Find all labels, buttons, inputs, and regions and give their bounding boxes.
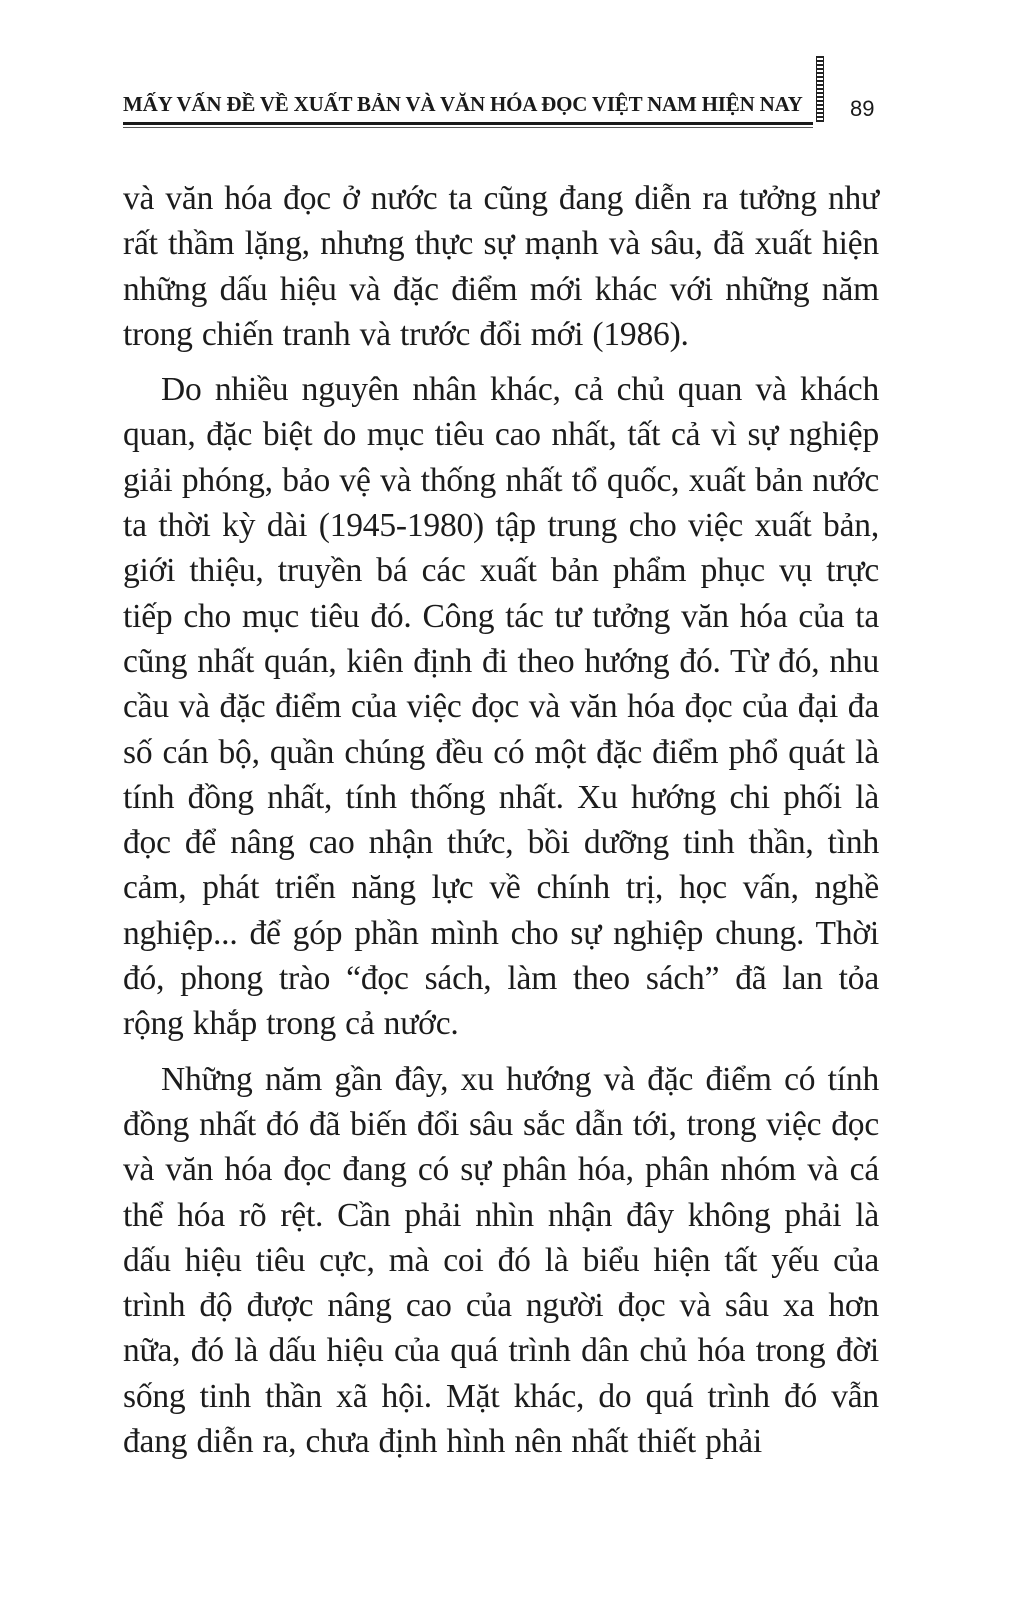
- paragraph-continued: và văn hóa đọc ở nước ta cũng đang diễn ra tưởng như rất thầm lặng, nhưng thực sự mạnh và sâu, đã xuất hiện những dấu hiệu và đặc điểm mới khác với những năm trong chiến tranh và trước đổi mới (1986).: [123, 180, 879, 353]
- header-rule-thin: [123, 127, 813, 128]
- page-number: 89: [850, 96, 875, 121]
- body-text: [123, 176, 879, 1474]
- header-rule: [123, 122, 813, 125]
- running-header: [123, 86, 823, 130]
- paragraph: Do nhiều nguyên nhân khác, cả chủ quan và khách quan, đặc biệt do mục tiêu cao nhất, tất cả vì sự nghiệp giải phóng, bảo vệ và thống nhất tổ quốc, xuất bản nước ta thời kỳ dài (1945-1980) tập trung cho việc xuất bản, giới thiệu, truyền bá các xuất bản phẩm phục vụ trực tiếp cho mục tiêu đó. Công tác tư tưởng văn hóa của ta cũng nhất quán, kiên định đi theo hướng đó. Từ đó, nhu cầu và đặc điểm của việc đọc và văn hóa đọc của đại đa số cán bộ, quần chúng đều có một đặc điểm phổ quát là tính đồng nhất, tính thống nhất. Xu hướng chi phối là đọc để nâng cao nhận thức, bồi dưỡng tinh thần, tình cảm, phát triển năng lực về chính trị, học vấn, nghề nghiệp... để góp phần mình cho sự nghiệp chung. Thời đó, phong trào “đọc sách, làm theo sách” đã lan tỏa rộng khắp trong cả nước.: [123, 371, 879, 1043]
- paragraph: Những năm gần đây, xu hướng và đặc điểm có tính đồng nhất đó đã biến đổi sâu sắc dẫn tới, trong việc đọc và văn hóa đọc đang có sự phân hóa, phân nhóm và cá thể hóa rõ rệt. Cần phải nhìn nhận đây không phải là dấu hiệu tiêu cực, mà coi đó là biểu hiện tất yếu của trình độ được nâng cao của người đọc và sâu xa hơn nữa, đó là dấu hiệu của quá trình dân chủ hóa trong đời sống tinh thần xã hội. Mặt khác, do quá trình đó vẫn đang diễn ra, chưa định hình nên nhất thiết phải: [123, 1060, 879, 1461]
- running-title: MẤY VẤN ĐỀ VỀ XUẤT BẢN VÀ VĂN HÓA ĐỌC VIỆT NAM HIỆN NAY: [123, 92, 803, 116]
- ornament-bar: [816, 56, 824, 122]
